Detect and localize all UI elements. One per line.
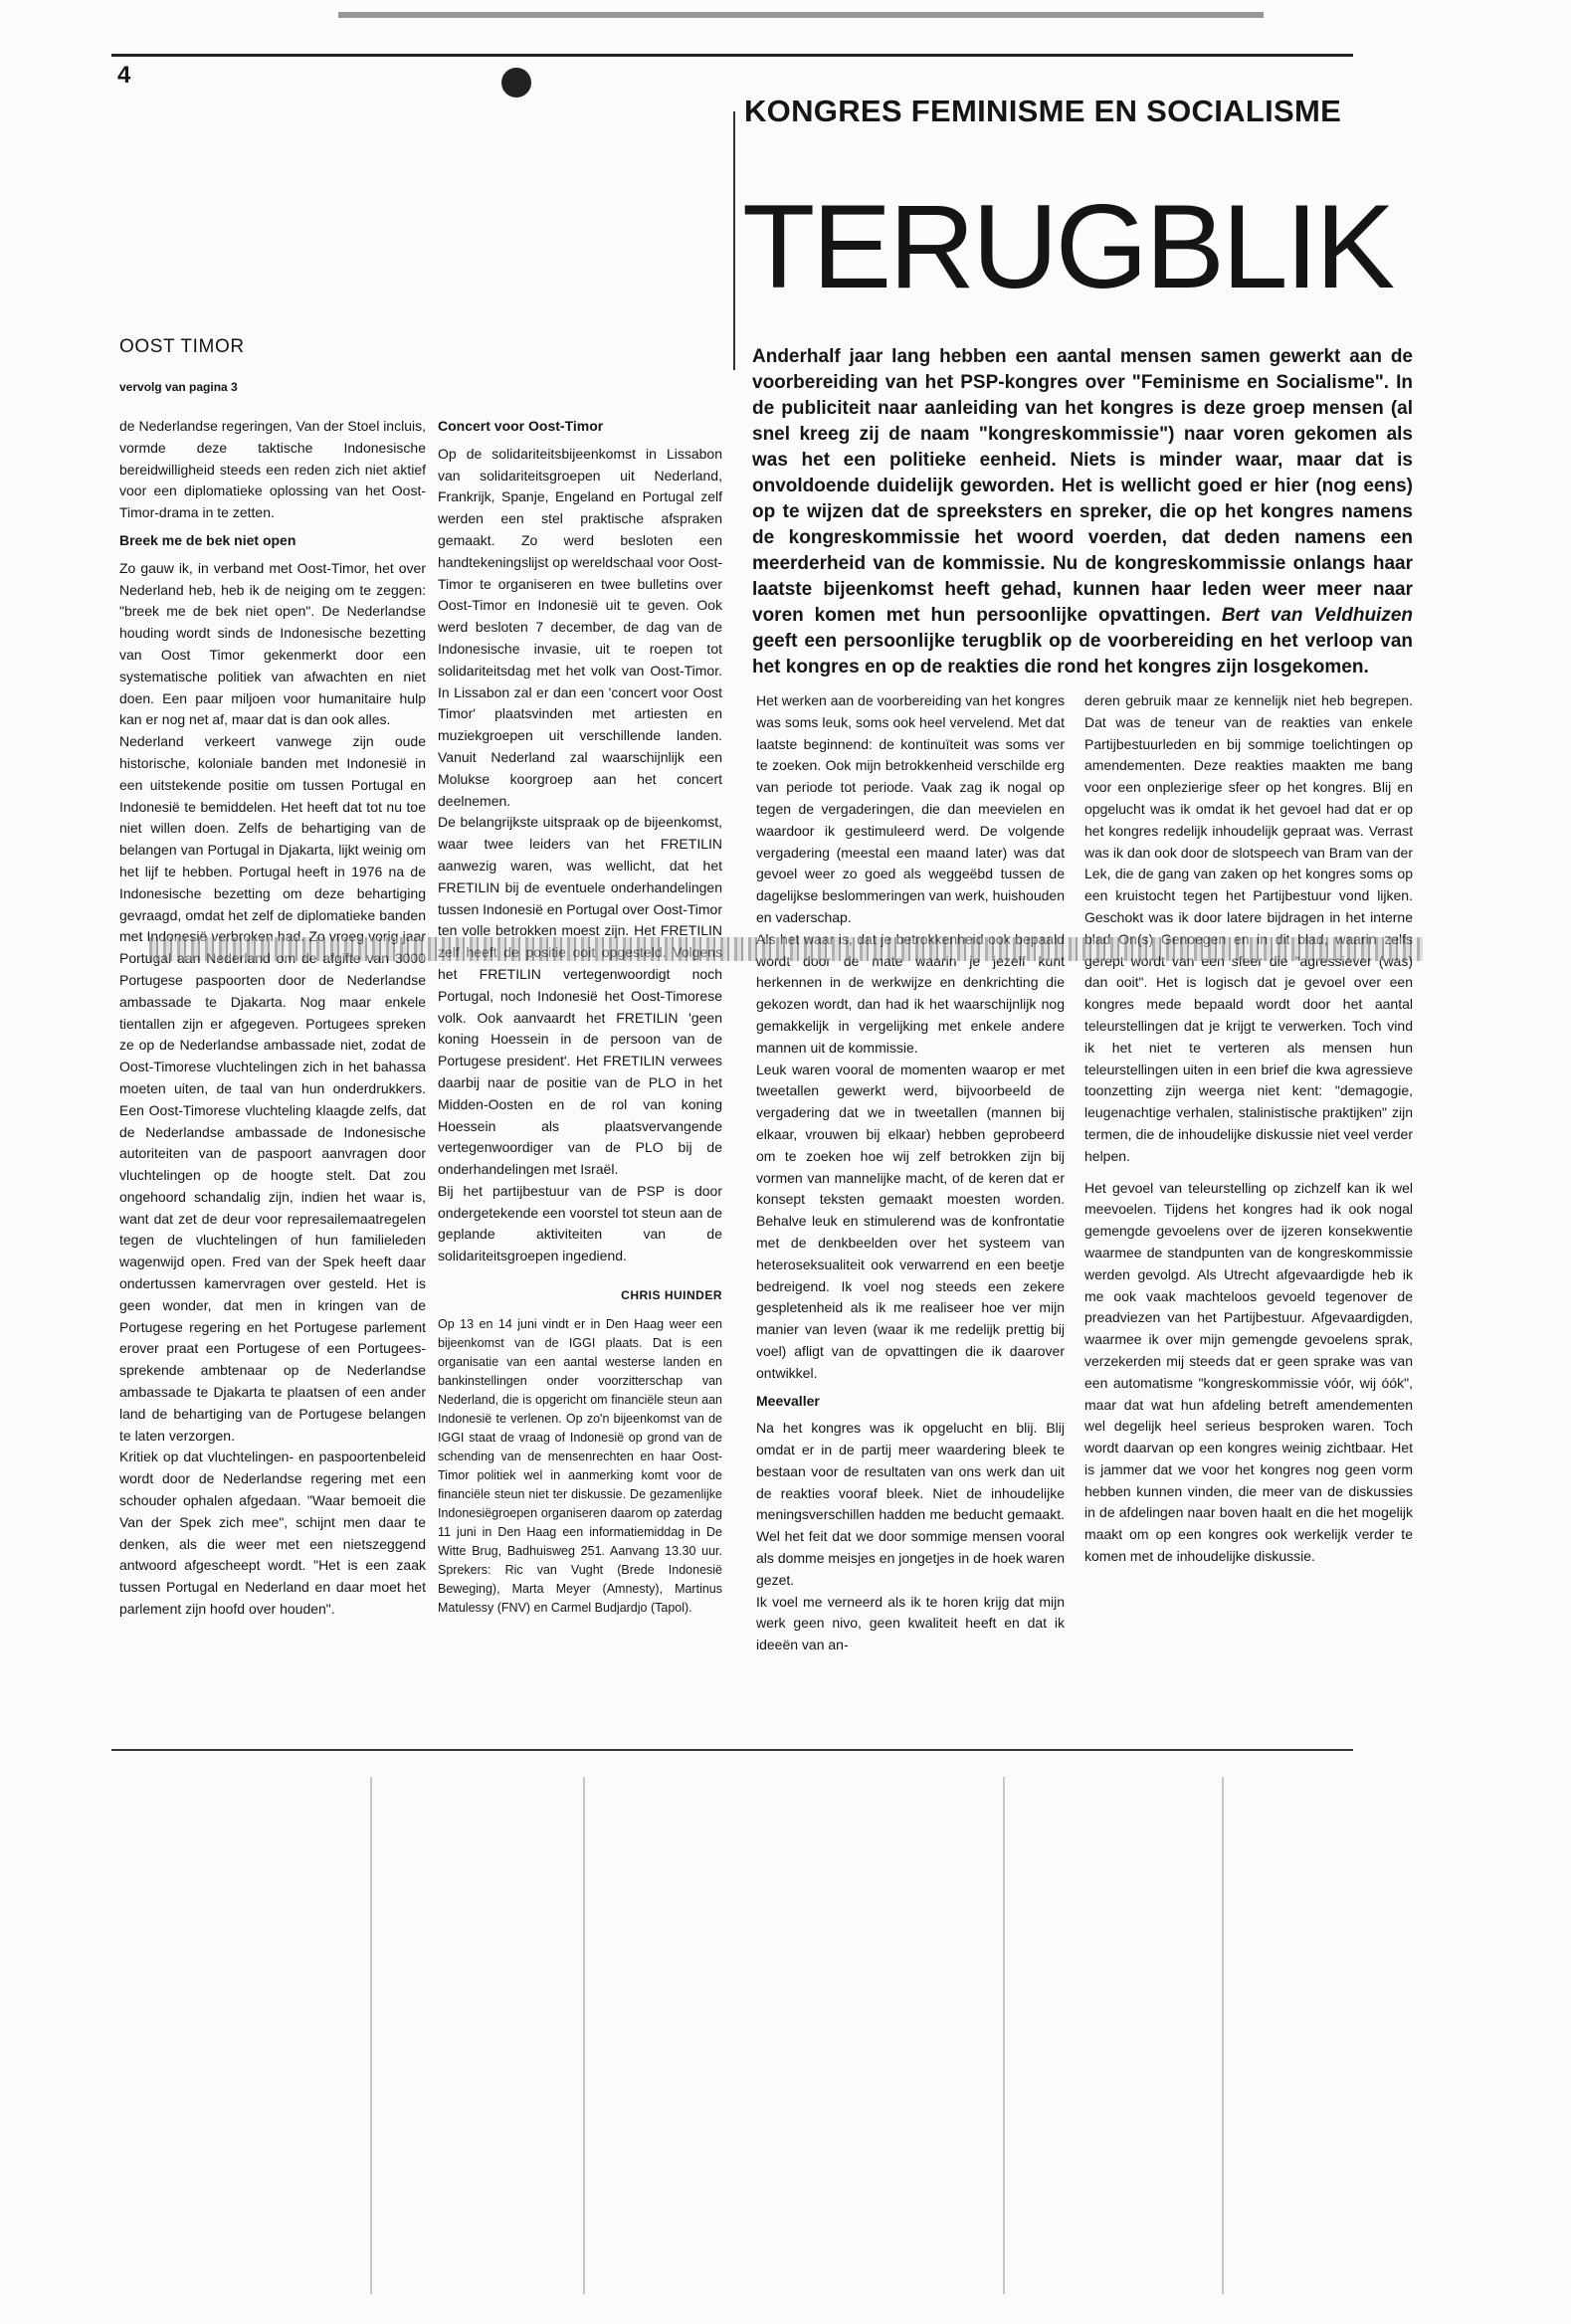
paragraph: deren gebruik maar ze kennelijk niet heb begrepen. Dat was de teneur van de reakties van enkele Partijbestuurleden en bij sommige toelichtingen op amendementen. Deze reakties maakten me bang voor een onplezierige sfeer op het kongres. Blij en opgelucht was ik omdat ik het gevoel had dat er op het kongres redelijk inhoudelijk gepraat was. Verrast was ik dan ook door de slotspeech van Bram van der Lek, die de gang van zaken op het kongres soms op een kruistocht tegen het Partijbestuur vond lijken. Geschokt was ik door latere bijdragen in het interne blad On(s) Genoegen en in dit blad, waarin zelfs gerept wordt van een sfeer die "agressiever (was) dan ooit". Het is logisch dat je gevoel over een kongres mede bepaald wordt door het aantal teleurstellingen dat je krijgt te verwerken. Toch vind ik het niet te verteren als mensen hun teleurstellingen uiten in een brief die kwa agressieve toonzetting zijn weerga niet kent: "demagogie, leugenachtige verhalen, stalinistische praktijken" zijn termen, die de inhoudelijke diskussie niet veel verder helpen. — [1084, 692, 1413, 1164]
punch-hole — [501, 68, 531, 97]
page-number: 4 — [117, 62, 131, 89]
lead-text: geeft een persoonlijke terugblik op de voorbereiding en het verloop van het kongres en op de reakties die rond het kongres zijn losgekomen. — [752, 631, 1413, 678]
column-4 — [1084, 690, 1413, 1568]
column-3 — [756, 690, 1065, 1656]
paragraph: Het werken aan de voorbereiding van het kongres was soms leuk, soms ook heel vervelend. Met dat laatste beginnend: de kontinuïteit was soms ver te zoeken. Ook mijn betrokkenheid verschilde erg van periode tot periode. Vaak zag ik nogal op tegen de vergaderingen, die dan meevielen en waardoor ik gestimuleerd werd. De volgende vergadering (meestal een maand later) was dat gevoel weer zo goed als weggeëbd tussen de dagelijkse beslommeringen van werk, huishouden en vaderschap. — [756, 692, 1065, 925]
scan-streak — [1003, 1777, 1005, 2294]
paragraph: Bij het partijbestuur van de PSP is door ondergetekende een voorstel tot steun aan de geplande aktiviteiten van de solidariteitsgroepen ingediend. — [438, 1182, 722, 1264]
paragraph: Zo gauw ik, in verband met Oost-Timor, het over Nederland heb, heb ik de neiging om te zeggen: "breek me de bek niet open". De Nederlandse houding wordt sinds de Indonesische bezetting van Oost Timor gekenmerkt door een systematische politiek van afwachten en niet doen. Een paar miljoen voor humanitaire hulp kan er nog net af, maar dat is dan ook alles. — [119, 559, 426, 728]
scan-smear — [149, 937, 1423, 961]
lead-text: Anderhalf jaar lang hebben een aantal mensen samen gewerkt aan de voorbereiding van het PSP-kongres over "Feminisme en Socialisme". In de publiciteit naar aanleiding van het kongres is deze groep mensen (al snel kreeg zij de naam "kongreskommissie") naar voren gekomen als was het een politieke eenheid. Niets is minder waar, maar dat is onvoldoende duidelijk geworden. Het is wellicht goed er hier (nog eens) op te wijzen dat de spreeksters en spreker, die op het kongres namens de kongreskommissie het woord voerden, dat deden namens een meerderheid van de kommissie. Nu de kongreskommissie onlangs haar laatste bijeenkomst heeft gehad, kunnen haar leden weer meer naar voren komen met hun persoonlijke opvattingen. — [752, 346, 1413, 626]
paragraph: Kritiek op dat vluchtelingen- en paspoortenbeleid wordt door de Nederlandse regering met een schouder ophalen afgedaan. "Waar bemoeit die Van der Spek zich mee", schijnt men daar te denken, als die weer met een nietszeggend antwoord afgescheept wordt. "Het is een zaak tussen Portugal en Nederland en daar moet het parlement zijn hoofd over houden". — [119, 1449, 426, 1618]
scan-streak — [1222, 1777, 1224, 2294]
lead-author: Bert van Veldhuizen — [1221, 605, 1414, 626]
scan-smudge — [338, 12, 1264, 18]
paragraph: Ik voel me verneerd als ik te horen krijg dat mijn werk geen nivo, geen kwaliteit heeft en dat ik ideeën van an- — [756, 1593, 1065, 1653]
paragraph: Als het waar is, dat je betrokkenheid ook bepaald wordt door de mate waarin je jezelf kunt herkennen in de werkwijze en denkrichting die gekozen wordt, dan had ik het waarschijnlijk nog gemakkelijk in vergelijking met enkele andere mannen uit de kommissie. — [756, 930, 1065, 1056]
paragraph: Op de solidariteitsbijeenkomst in Lissabon van solidariteitsgroepen uit Nederland, Frankrijk, Spanje, Engeland en Portugal zelf werden een stel praktische afspraken gemaakt. Zo werd besloten een handtekeningslijst op wereldschaal voor Oost-Timor te organiseren en twee bulletins over Oost-Timor en Indonesië uit te geven. Ook werd besloten 7 december, de dag van de Indonesische invasie, uit te roepen tot solidariteitsdag met het volk van Oost-Timor. In Lissabon zal er dan een 'concert voor Oost Timor' plaatsvinden met artiesten en muziekgroepen uit verschillende landen. Vanuit Nederland zal waarschijnlijk een Molukse koorgroep aan het concert deelnemen. — [438, 445, 722, 809]
paragraph: Nederland verkeert vanwege zijn oude historische, koloniale banden met Indonesië in een uitstekende positie om tussen Portugal en Indonesië te bemiddelen. Het heeft dat tot nu toe niet willen doen. Zelfs de behartiging van de belangen van Portugal in Djakarta, lijkt weinig om het lijf te hebben. Portugal heeft in 1976 na de Indonesische bezetting om deze behartiging gevraagd, omdat het zelf de diplomatieke banden met Indonesië verbroken had. Zo vroeg vorig jaar Portugal aan Nederland om de afgifte van 3000 Portugese paspoorten door de Nederlandse ambassade te Djakarta. Nog maar enkele tientallen zijn er afgegeven. Portugees spreken ze op de Nederlandse ambassade niet, zodat de Oost-Timorese vluchtelingen zich in het bahassa moeten uiten, de taal van hun onderdrukkers. Een Oost-Timorese vluchteling klaagde zelfs, dat de Nederlandse ambassade de Indonesische autoriteiten van de paspoort aanvragen door vluchtelingen op de hoogte stelt. Dat zou ongehoord schandalig zijn, indien het waar is, want dat zet de deur voor represailemaatregelen tegen de vluchtelingen of hun familieleden wagenwijd open. Fred van der Spek heeft daar ondertussen kamervragen over gesteld. Het is geen wonder, dat men in kringen van de Portugese regering en het Portugese parlement erover praat een Portugese of een Portugees-sprekende ambtenaar op de Nederlandse ambassade te Djakarta te plaatsen of een ander land de behartiging van de Portugese belangen te laten verzorgen. — [119, 733, 426, 1444]
column-1 — [119, 416, 426, 1621]
section-title: OOST TIMOR — [119, 336, 245, 357]
scan-streak — [583, 1777, 585, 2294]
paragraph: Het gevoel van teleurstelling op zichzelf kan ik wel meevoelen. Tijdens het kongres had ik ook nogal gemengde gevoelens over de ijzeren konsekwentie waarmee de standpunten van de kongreskommissie werden gevolgd. Als Utrecht afgevaardigde heb ik me ook vaak machteloos gevoeld tegenover de preadviezen van het Partijbestuur. Afgevaardigden, waarmee ik over mijn gemengde gevoelens sprak, verzekerden mij steeds dat er geen sprake was van een automatisme "kongreskommissie vóór, wij óók", maar dat wat hun afdeling betreft amendementen wel degelijk heel serieus besproken waren. Toch wordt daarvan op een kongres weinig zichtbaar. Het is jammer dat we voor het kongres nog geen vorm hebben kunnen vinden, die meer van de diskussies in de afdelingen naar boven haalt en die het mogelijk maakt om op een kongres ook werkelijk verder te komen met de inhoudelijke diskussie. — [1084, 1179, 1413, 1565]
article-lead — [752, 344, 1413, 680]
author-signature: CHRIS HUINDER — [621, 1288, 722, 1303]
column-2 — [438, 416, 722, 1307]
paragraph: de Nederlandse regeringen, Van der Stoel incluis, vormde deze taktische Indonesische bereidwilligheid steeds een reden zich niet aktief voor een diplomatieke oplossing van het Oost-Timor-drama in te zetten. — [119, 418, 426, 521]
subheading: Concert voor Oost-Timor — [438, 418, 604, 434]
event-notice: Op 13 en 14 juni vindt er in Den Haag weer een bijeenkomst van de IGGI plaats. Dat is een organisatie van een aantal westerse landen en bankinstellingen onder voorzitterschap van Nederland, die is opgericht om financiële steun aan Indonesië te verlenen. Op zo'n bijeenkomst van de IGGI staat de vraag of Indonesië op grond van de schending van de mensenrechten en haar Oost-Timor politiek wel in aanmerking komt voor de financiële steun niet ter diskussie. De gezamenlijke Indonesiëgroepen organiseren daarom op zaterdag 11 juni in Den Haag een informatiemiddag in De Witte Brug, Badhuisweg 251. Aanvang 13.30 uur. Sprekers: Ric van Vught (Brede Indonesië Beweging), Marta Meyer (Amnesty), Martinus Matulessy (FNV) en Carmel Budjardjo (Tapol). — [438, 1317, 722, 1615]
subheading: Meevaller — [756, 1392, 820, 1409]
article-headline: TERUGBLIK — [742, 187, 1393, 306]
header-divider — [733, 111, 735, 370]
top-rule — [111, 54, 1353, 57]
paragraph: Na het kongres was ik opgelucht en blij. Blij omdat er in de partij meer waardering bleek te bestaan voor de resultaten van ons werk dan uit de reakties vooraf bleek. Niet de inhoudelijke meningsverschillen hadden me beducht gemaakt. Wel het feit dat we door sommige mensen vooral als domme meisjes en jongetjes in de hoek waren gezet. — [756, 1420, 1065, 1588]
continued-note: vervolg van pagina 3 — [119, 380, 238, 394]
paragraph: De belangrijkste uitspraak op de bijeenkomst, waar twee leiders van het FRETILIN aanwezig waren, was wellicht, dat het FRETILIN bij de eventuele onderhandelingen tussen Indonesië en Portugal over Oost-Timor ten volle betrokken moest zijn. Het FRETILIN zelf heeft de positie ooit opgesteld. Volgens het FRETILIN vertegenwoordigt noch Portugal, noch Indonesië het Oost-Timorese volk. Ook aanvaardt het FRETILIN 'geen koning Hoessein in de persoon van de Portugese president'. Het FRETILIN verwees daarbij naar de positie van de PLO in het Midden-Oosten en de rol van koning Hoessein als plaatsvervangende vertegenwoordiger van de PLO bij de onderhandelingen met Israël. — [438, 814, 722, 1178]
subheading: Breek me de bek niet open — [119, 531, 296, 548]
article-kicker: KONGRES FEMINISME EN SOCIALISME — [744, 94, 1342, 128]
bottom-rule — [111, 1749, 1353, 1751]
scan-streak — [370, 1777, 372, 2294]
paragraph: Leuk waren vooral de momenten waarop er met tweetallen gewerkt werd, bijvoorbeeld de vergadering dat we in tweetallen (mannen bij elkaar, vrouwen bij elkaar) hebben geprobeerd om te zoeken hoe wij zelf betrokken zijn bij vormen van mannelijke macht, of de keren dat er konsept teksten gemaakt moesten worden. Behalve leuk en stimulerend was de konfrontatie met de denkbeelden over het systeem van heteroseksualiteit ook verwarrend en een beetje bedreigend. Ik voel nog steeds een zekere gespletenheid als ik me realiseer hoe ver mijn manier van leven (waar ik me redelijk prettig bij voel) afligt van de opvattingen die ik daarover ontwikkel. — [756, 1061, 1065, 1381]
